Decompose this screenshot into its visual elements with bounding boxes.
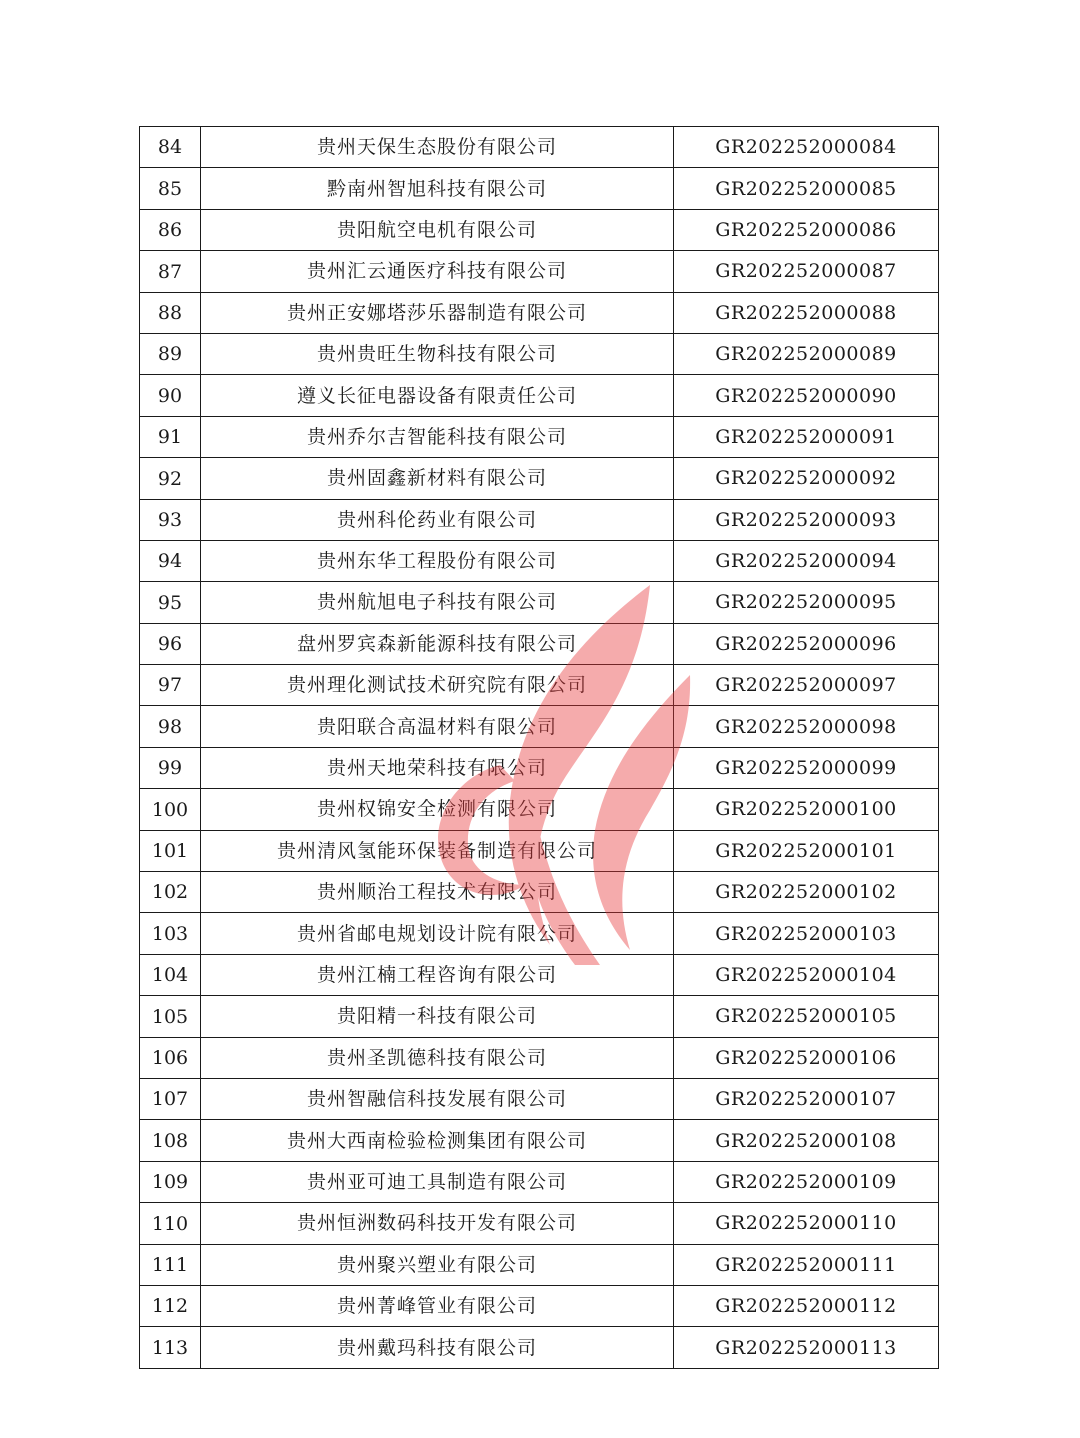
certificate-code: GR202252000111	[674, 1244, 939, 1285]
company-name: 贵州恒洲数码科技开发有限公司	[201, 1203, 674, 1244]
company-name: 黔南州智旭科技有限公司	[201, 168, 674, 209]
company-name: 贵州菁峰管业有限公司	[201, 1285, 674, 1326]
table-row	[140, 1285, 939, 1326]
company-name: 贵州智融信科技发展有限公司	[201, 1078, 674, 1119]
row-number: 86	[140, 209, 201, 250]
table-row	[140, 540, 939, 581]
table-row	[140, 747, 939, 788]
row-number: 109	[140, 1161, 201, 1202]
certificate-code: GR202252000089	[674, 333, 939, 374]
certificate-code: GR202252000098	[674, 706, 939, 747]
company-name: 贵州天地荣科技有限公司	[201, 747, 674, 788]
row-number: 97	[140, 665, 201, 706]
certificate-code: GR202252000107	[674, 1078, 939, 1119]
row-number: 88	[140, 292, 201, 333]
certificate-code: GR202252000108	[674, 1120, 939, 1161]
table-row	[140, 913, 939, 954]
table-row	[140, 623, 939, 664]
certificate-code: GR202252000103	[674, 913, 939, 954]
certificate-code: GR202252000084	[674, 127, 939, 168]
row-number: 85	[140, 168, 201, 209]
row-number: 113	[140, 1327, 201, 1368]
row-number: 101	[140, 830, 201, 871]
company-name: 贵州固鑫新材料有限公司	[201, 458, 674, 499]
certificate-code: GR202252000085	[674, 168, 939, 209]
table-row	[140, 251, 939, 292]
enterprise-list-table	[139, 126, 939, 1369]
table-row	[140, 499, 939, 540]
certificate-code: GR202252000112	[674, 1285, 939, 1326]
table-row	[140, 996, 939, 1037]
certificate-code: GR202252000110	[674, 1203, 939, 1244]
table-row	[140, 830, 939, 871]
table-row	[140, 127, 939, 168]
certificate-code: GR202252000101	[674, 830, 939, 871]
company-name: 贵阳航空电机有限公司	[201, 209, 674, 250]
table-row	[140, 1037, 939, 1078]
certificate-code: GR202252000093	[674, 499, 939, 540]
table-row	[140, 458, 939, 499]
certificate-code: GR202252000090	[674, 375, 939, 416]
row-number: 93	[140, 499, 201, 540]
row-number: 100	[140, 789, 201, 830]
company-name: 贵州理化测试技术研究院有限公司	[201, 665, 674, 706]
table-row	[140, 1244, 939, 1285]
company-name: 贵阳联合高温材料有限公司	[201, 706, 674, 747]
certificate-code: GR202252000092	[674, 458, 939, 499]
certificate-code: GR202252000091	[674, 416, 939, 457]
row-number: 90	[140, 375, 201, 416]
row-number: 89	[140, 333, 201, 374]
certificate-code: GR202252000097	[674, 665, 939, 706]
row-number: 106	[140, 1037, 201, 1078]
certificate-code: GR202252000088	[674, 292, 939, 333]
table-row	[140, 872, 939, 913]
table-row	[140, 1120, 939, 1161]
company-name: 遵义长征电器设备有限责任公司	[201, 375, 674, 416]
company-name: 贵州科伦药业有限公司	[201, 499, 674, 540]
company-name: 贵州江楠工程咨询有限公司	[201, 954, 674, 995]
table-row	[140, 1078, 939, 1119]
company-name: 贵州天保生态股份有限公司	[201, 127, 674, 168]
table-row	[140, 706, 939, 747]
company-name: 贵州顺治工程技术有限公司	[201, 872, 674, 913]
certificate-code: GR202252000099	[674, 747, 939, 788]
certificate-code: GR202252000087	[674, 251, 939, 292]
row-number: 94	[140, 540, 201, 581]
certificate-code: GR202252000096	[674, 623, 939, 664]
table-row	[140, 292, 939, 333]
row-number: 96	[140, 623, 201, 664]
table-row	[140, 168, 939, 209]
company-name: 贵州聚兴塑业有限公司	[201, 1244, 674, 1285]
company-name: 贵州戴玛科技有限公司	[201, 1327, 674, 1368]
company-name: 贵州贵旺生物科技有限公司	[201, 333, 674, 374]
company-name: 贵州清风氢能环保装备制造有限公司	[201, 830, 674, 871]
company-name: 贵州省邮电规划设计院有限公司	[201, 913, 674, 954]
certificate-code: GR202252000105	[674, 996, 939, 1037]
table-row	[140, 375, 939, 416]
certificate-code: GR202252000102	[674, 872, 939, 913]
certificate-code: GR202252000100	[674, 789, 939, 830]
row-number: 112	[140, 1285, 201, 1326]
row-number: 92	[140, 458, 201, 499]
company-name: 贵阳精一科技有限公司	[201, 996, 674, 1037]
table-body	[140, 127, 939, 1369]
certificate-code: GR202252000086	[674, 209, 939, 250]
row-number: 107	[140, 1078, 201, 1119]
table-row	[140, 416, 939, 457]
company-name: 贵州乔尔吉智能科技有限公司	[201, 416, 674, 457]
row-number: 110	[140, 1203, 201, 1244]
row-number: 108	[140, 1120, 201, 1161]
company-name: 贵州正安娜塔莎乐器制造有限公司	[201, 292, 674, 333]
table-row	[140, 1203, 939, 1244]
company-name: 贵州汇云通医疗科技有限公司	[201, 251, 674, 292]
row-number: 105	[140, 996, 201, 1037]
company-name: 贵州权锦安全检测有限公司	[201, 789, 674, 830]
table-row	[140, 954, 939, 995]
company-name: 贵州航旭电子科技有限公司	[201, 582, 674, 623]
certificate-code: GR202252000104	[674, 954, 939, 995]
table-row	[140, 333, 939, 374]
certificate-code: GR202252000113	[674, 1327, 939, 1368]
company-name: 贵州大西南检验检测集团有限公司	[201, 1120, 674, 1161]
certificate-code: GR202252000095	[674, 582, 939, 623]
table-row	[140, 1327, 939, 1368]
table-row	[140, 665, 939, 706]
company-name: 贵州圣凯德科技有限公司	[201, 1037, 674, 1078]
company-name: 盘州罗宾森新能源科技有限公司	[201, 623, 674, 664]
row-number: 91	[140, 416, 201, 457]
certificate-code: GR202252000094	[674, 540, 939, 581]
row-number: 84	[140, 127, 201, 168]
company-name: 贵州亚可迪工具制造有限公司	[201, 1161, 674, 1202]
row-number: 98	[140, 706, 201, 747]
table-row	[140, 1161, 939, 1202]
certificate-code: GR202252000109	[674, 1161, 939, 1202]
row-number: 103	[140, 913, 201, 954]
table-row	[140, 582, 939, 623]
row-number: 87	[140, 251, 201, 292]
row-number: 102	[140, 872, 201, 913]
certificate-code: GR202252000106	[674, 1037, 939, 1078]
company-name: 贵州东华工程股份有限公司	[201, 540, 674, 581]
table-row	[140, 789, 939, 830]
row-number: 111	[140, 1244, 201, 1285]
row-number: 99	[140, 747, 201, 788]
table-row	[140, 209, 939, 250]
row-number: 95	[140, 582, 201, 623]
row-number: 104	[140, 954, 201, 995]
